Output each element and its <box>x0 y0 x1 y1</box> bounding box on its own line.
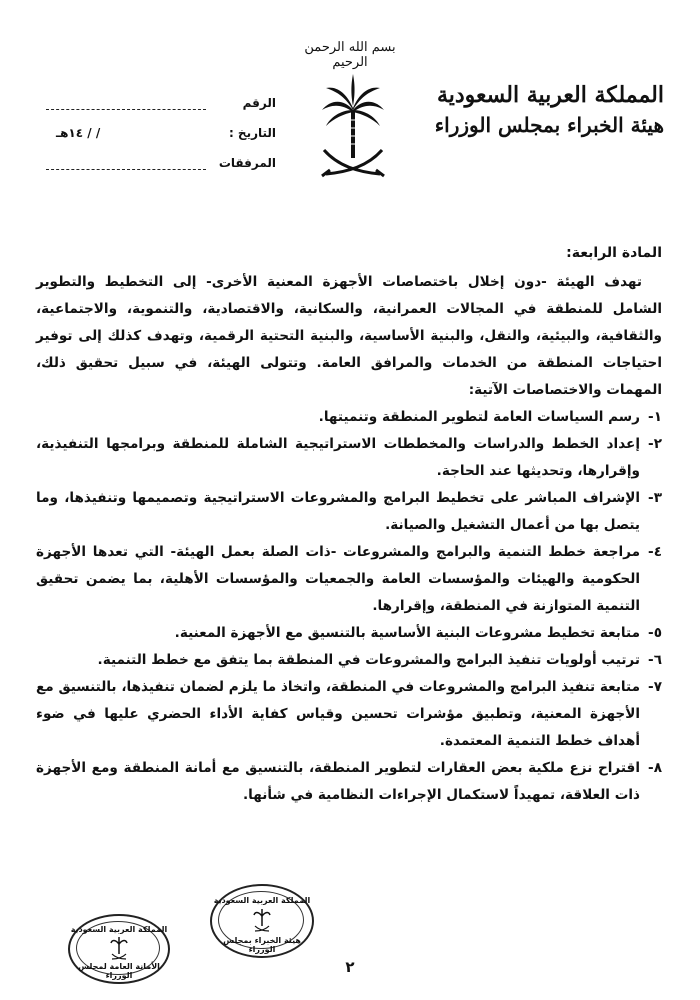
stamp-text: المملكة العربية السعودية <box>213 896 311 905</box>
item-number: ٨- <box>648 760 662 776</box>
saudi-emblem-icon <box>110 936 128 960</box>
ref-line <box>46 97 206 110</box>
list-item <box>36 539 662 620</box>
stamp-text: المملكة العربية السعودية <box>70 925 168 934</box>
list-item <box>36 485 662 539</box>
item-text: متابعة تنفيذ البرامج والمشروعات في المنطقة، واتخاذ ما يلزم لضمان تنفيذها، بالتنسيق مع الأجهزة المعنية، وتطبيق مؤشرات تحسين وقياس كفاية الأداء الحضري عليها في ضوء أهداف خطط التنمية المعتمدة. <box>36 679 640 749</box>
issuer-block <box>424 80 664 140</box>
item-text: ترتيب أولويات تنفيذ البرامج والمشروعات في المنطقة بما يتفق مع خطط التنمية. <box>97 652 640 668</box>
item-text: اقتراح نزع ملكية بعض العقارات لتطوير المنطقة، بالتنسيق مع أمانة المنطقة ومع الأجهزة ذات العلاقة، تمهيداً لاستكمال الإجراءات النظامية في شأنها. <box>36 760 640 803</box>
official-stamp-left <box>68 914 170 984</box>
list-item <box>36 674 662 755</box>
item-text: رسم السياسات العامة لتطوير المنطقة وتنميتها. <box>318 409 640 425</box>
authority-name: هيئة الخبراء بمجلس الوزراء <box>434 113 664 137</box>
stamp-text: الأمانة العامة لمجلس الوزراء <box>78 962 160 980</box>
article-title: المادة الرابعة: <box>566 245 662 261</box>
reference-block <box>46 88 276 178</box>
date-label: التاريخ : <box>228 126 276 140</box>
saudi-emblem-icon <box>253 908 271 932</box>
page-number: ٢ <box>345 958 355 976</box>
article-body <box>36 240 662 809</box>
basmala: بسم الله الرحمن الرحيم <box>304 40 396 70</box>
date-row <box>46 118 276 148</box>
list-item <box>36 620 662 647</box>
item-text: مراجعة خطط التنمية والبرامج والمشروعات -ذات الصلة بعمل الهيئة- التي تعدها الأجهزة الحكومية والهيئات والمؤسسات العامة والجمعيات والمؤسسات الأهلية، بما يضمن تحقيق التنمية المتوازنة في المنطقة، وإقرارها. <box>36 544 640 614</box>
date-value: / / ١٤هـ <box>56 126 101 140</box>
list-item <box>36 755 662 809</box>
item-number: ١- <box>648 409 662 425</box>
item-number: ٧- <box>648 679 662 695</box>
ref-row <box>46 88 276 118</box>
item-number: ٦- <box>648 652 662 668</box>
item-text: الإشراف المباشر على تخطيط البرامج والمشروعات الاستراتيجية وتصميمها وتنفيذها، وما يتصل بها من أعمال التشغيل والصيانة. <box>36 490 640 533</box>
list-item <box>36 431 662 485</box>
ref-label: الرقم <box>242 96 276 110</box>
saudi-emblem-icon <box>318 70 388 180</box>
attachments-line <box>46 157 206 170</box>
item-number: ٣- <box>648 490 662 506</box>
item-text: إعداد الخطط والدراسات والمخططات الاستراتيجية الشاملة للمنطقة وبرامجها التنفيذية، وإقرارها، وتحديثها عند الحاجة. <box>36 436 640 479</box>
stamp-text: هيئة الخبراء بمجلس الوزراء <box>223 936 301 954</box>
attachments-row <box>46 148 276 178</box>
attachments-label: المرفقات <box>218 156 276 170</box>
kingdom-name: المملكة العربية السعودية <box>436 82 664 108</box>
article-intro: تهدف الهيئة -دون إخلال باختصاصات الأجهزة المعنية الأخرى- إلى التخطيط والتطوير الشامل للمنطقة في المجالات العمرانية، والسكانية، والاقتصادية، والتنموية، والاجتماعية، والثقافية، والبيئية، والنقل، والبنية الأساسية، والبنية التحتية الرقمية، وتهدف كذلك إلى توفير احتياجات المنطقة من الخدمات والمرافق العامة. وتتولى الهيئة، في سبيل تحقيق ذلك، المهمات والاختصاصات الآتية: <box>36 274 662 398</box>
list-item <box>36 647 662 674</box>
item-number: ٤- <box>648 544 662 560</box>
item-text: متابعة تخطيط مشروعات البنية الأساسية بالتنسيق مع الأجهزة المعنية. <box>174 625 640 641</box>
item-number: ٢- <box>648 436 662 452</box>
list-item <box>36 404 662 431</box>
official-stamp-right <box>210 884 314 958</box>
item-number: ٥- <box>648 625 662 641</box>
